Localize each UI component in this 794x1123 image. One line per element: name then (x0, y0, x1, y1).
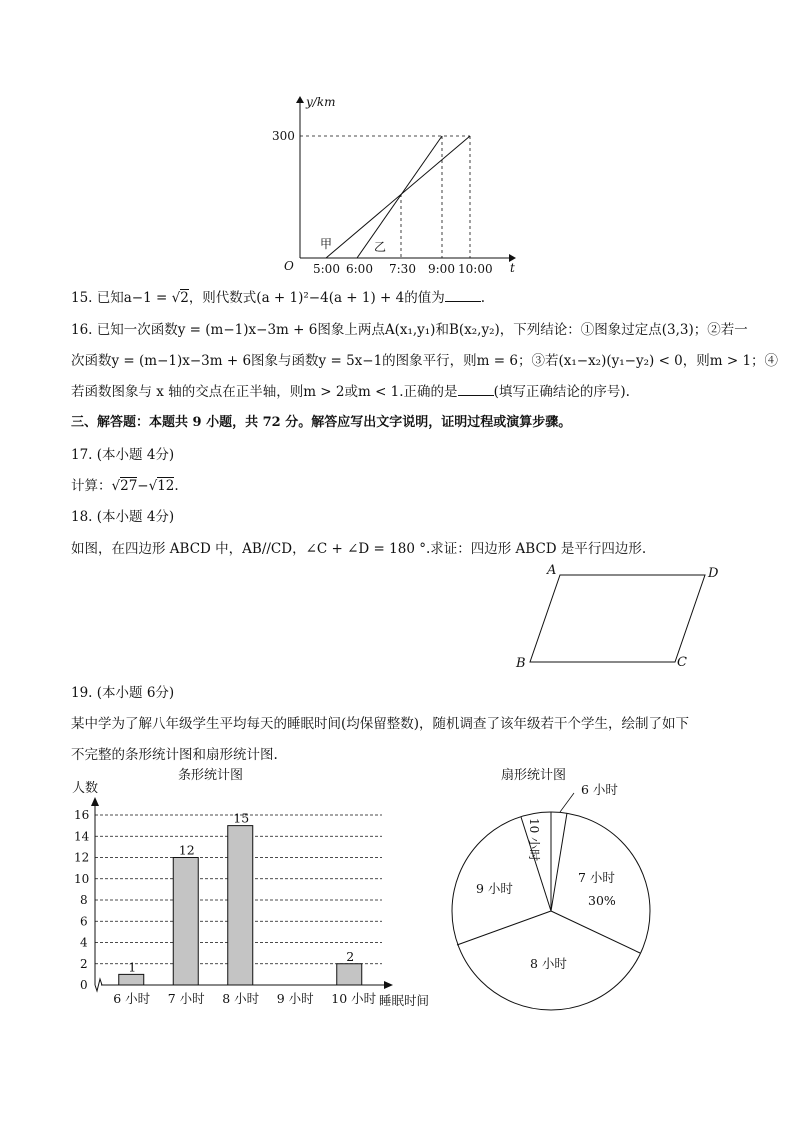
question-17-title: 17. (本小题 4分) (71, 447, 175, 463)
y-axis-label: y/km (306, 95, 336, 109)
pie-label-7h: 7 小时 (578, 870, 615, 885)
bar-chart-ylabel: 人数 (72, 781, 99, 796)
x-tick-730: 7:30 (389, 262, 416, 276)
line-jia (326, 136, 470, 258)
q16-line3-text: 若函数图象与 x 轴的交点在正半轴，则m > 2或m < 1.正确的是 (71, 384, 458, 400)
x-tick-600: 6:00 (346, 262, 373, 276)
vertex-B: B (516, 656, 526, 671)
x-tick-500: 5:00 (313, 262, 340, 276)
q17-end: . (174, 478, 179, 494)
origin-label: O (284, 259, 294, 273)
x-category-label: 10 小时 (331, 991, 377, 1006)
question-19-line1: 某中学为了解八年级学生平均每天的睡眠时间(均保留整数)，随机调查了该年级若干个学生，绘制了如下 (71, 716, 690, 732)
question-15 (71, 286, 485, 306)
y-tick-label: 4 (80, 935, 88, 950)
answer-blank (445, 289, 481, 302)
y-tick-label: 8 (80, 893, 88, 907)
bar (173, 858, 198, 986)
vertex-C: C (677, 655, 687, 670)
bar-chart (66, 762, 446, 1012)
pie-chart (440, 762, 680, 1017)
x-category-label: 6 小时 (113, 991, 151, 1006)
pie-label-9h: 9 小时 (476, 881, 513, 896)
section-3-heading: 三、解答题：本题共 9 小题，共 72 分。解答应写出文字说明，证明过程或演算步骤。 (71, 415, 572, 430)
vertex-A: A (547, 563, 557, 578)
parallelogram (530, 575, 705, 662)
question-18-body: 如图，在四边形 ABCD 中，AB//CD，∠C + ∠D = 180 °.求证：四边形 ABCD 是平行四边形. (71, 541, 647, 557)
q17-minus: − (137, 478, 149, 494)
label-jia: 甲 (320, 237, 333, 251)
bar (228, 826, 253, 985)
bar-value-label: 1 (128, 959, 137, 975)
q15-end: . (480, 290, 486, 306)
q16-line3-end: (填写正确结论的序号). (493, 384, 630, 400)
x-tick-900: 9:00 (428, 262, 455, 276)
pie-chart-title: 扇形统计图 (501, 768, 567, 783)
q17-prefix: 计算： (71, 478, 112, 494)
parallelogram-figure (510, 560, 730, 672)
q15-suffix: ，则代数式(a + 1)²−4(a + 1) + 4的值为 (188, 290, 445, 306)
question-16-line1: 16. 已知一次函数y = (m−1)x−3m + 6图象上两点A(x₁,y₁)和B(x₂,y₂)，下列结论：①图象过定点(3,3)；②若一 (71, 322, 748, 338)
y-tick-label: 2 (80, 956, 88, 971)
q15-sqrt-arg: 2 (180, 290, 189, 306)
q15-prefix: 15. 已知a−1 = (71, 290, 172, 306)
y-tick-300: 300 (272, 129, 295, 143)
q17-sqrt2: 12 (157, 478, 175, 494)
distance-time-graph (260, 88, 550, 283)
vertex-D: D (708, 566, 719, 581)
x-category-label: 9 小时 (276, 991, 314, 1006)
sqrt-symbol: √ (148, 478, 158, 494)
axis-break (95, 979, 102, 991)
question-19-title: 19. (本小题 6分) (71, 685, 175, 701)
bar-x-arrow (384, 981, 393, 989)
bar-chart-xlabel: 睡眠时间 (379, 993, 430, 1008)
bar-y-arrow (91, 797, 99, 806)
bar (337, 964, 362, 985)
q17-sqrt1: 27 (120, 478, 138, 494)
label-yi: 乙 (374, 240, 387, 254)
question-19-line2: 不完整的条形统计图和扇形统计图. (71, 747, 278, 763)
y-tick-label: 10 (74, 871, 90, 886)
x-axis-label: t (510, 261, 515, 275)
x-tick-1000: 10:00 (458, 262, 493, 276)
y-tick-label: 12 (74, 850, 90, 865)
bar-value-label: 15 (233, 810, 250, 826)
pie-label-7h-pct: 30% (588, 893, 616, 908)
question-16-line3 (71, 380, 630, 400)
pie-label-6h: 6 小时 (581, 782, 618, 797)
question-17-body (71, 474, 179, 494)
pie-label-10h: 10 小时 (527, 818, 541, 862)
sqrt-symbol: √ (111, 478, 121, 494)
bar-value-label: 2 (346, 948, 355, 964)
bar (119, 974, 144, 985)
bar-value-label: 12 (178, 842, 195, 858)
x-category-label: 8 小时 (222, 991, 260, 1006)
y-tick-label: 6 (80, 914, 88, 929)
y-tick-label: 0 (80, 978, 88, 992)
sqrt-symbol: √ (171, 290, 181, 306)
y-tick-label: 16 (74, 808, 90, 822)
answer-blank (458, 383, 494, 396)
question-18-title: 18. (本小题 4分) (71, 509, 175, 525)
y-tick-label: 14 (74, 829, 90, 844)
x-category-label: 7 小时 (167, 991, 205, 1006)
question-16-line2: 次函数y = (m−1)x−3m + 6图象与函数y = 5x−1的图象平行，则m = 6；③若(x₁−x₂)(y₁−y₂) < 0，则m > 1；④ (71, 353, 779, 369)
leader-6h (560, 793, 574, 812)
bar-chart-title: 条形统计图 (178, 768, 244, 783)
pie-label-8h: 8 小时 (530, 956, 567, 971)
line-yi (357, 136, 442, 258)
